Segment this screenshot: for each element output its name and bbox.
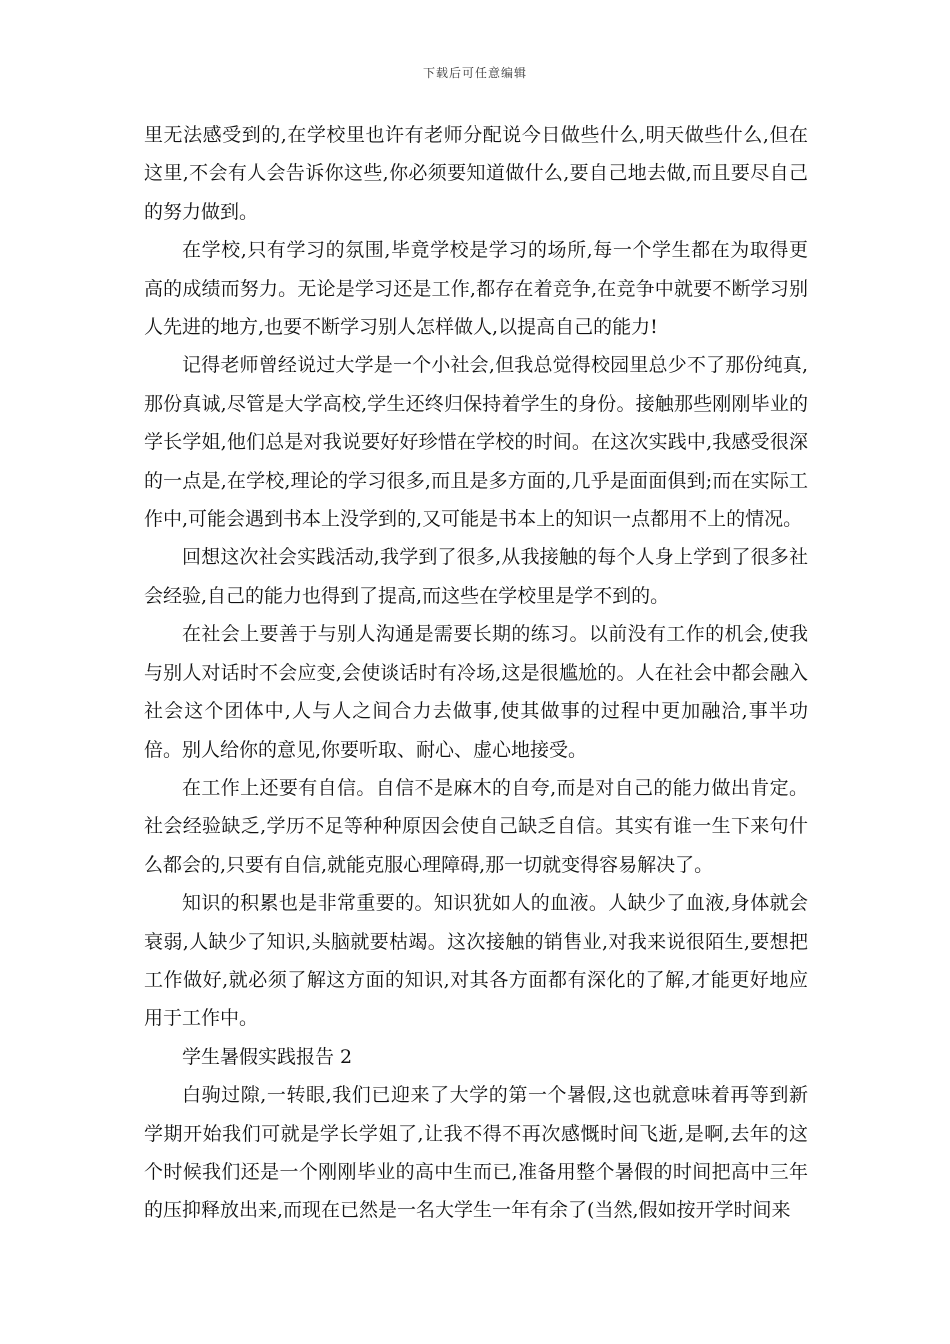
paragraph: 在学校,只有学习的氛围,毕竟学校是学习的场所,每一个学生都在为取得更高的成绩而努力。无论是学习还是工作,都存在着竞争,在竞争中就要不断学习别人先进的地方,也要不断学习别人怎样做人,以提高自己的能力!	[144, 239, 808, 339]
paragraph: 在工作上还要有自信。自信不是麻木的自夸,而是对自己的能力做出肯定。社会经验缺乏,学历不足等种种原因会使自己缺乏自信。其实有谁一生下来句什么都会的,只要有自信,就能克服心理障碍,那一切就变得容易解决了。	[144, 776, 808, 876]
paragraph-continued: 里无法感受到的,在学校里也许有老师分配说今日做些什么,明天做些什么,但在这里,不会有人会告诉你这些,你必须要知道做什么,要自己地去做,而且要尽自己的努力做到。	[144, 124, 808, 223]
page-header-note: 下载后可任意编辑	[422, 66, 527, 80]
section-title: 学生暑假实践报告 2	[182, 1045, 353, 1068]
paragraph: 白驹过隙,一转眼,我们已迎来了大学的第一个暑假,这也就意味着再等到新学期开始我们可就是学长学姐了,让我不得不再次感慨时间飞逝,是啊,去年的这个时候我们还是一个刚刚毕业的高中生而已,准备用整个暑假的时间把高中三年的压抑释放出来,而现在已然是一名大学生一年有余了(当然,假如按开学时间来	[144, 1084, 808, 1222]
paragraph: 在社会上要善于与别人沟通是需要长期的练习。以前没有工作的机会,使我与别人对话时不会应变,会使谈话时有冷场,这是很尴尬的。人在社会中都会融入社会这个团体中,人与人之间合力去做事,使其做事的过程中更加融洽,事半功倍。别人给你的意见,你要听取、耐心、虚心地接受。	[144, 623, 808, 761]
paragraph: 记得老师曾经说过大学是一个小社会,但我总觉得校园里总少不了那份纯真,那份真诚,尽管是大学高校,学生还终归保持着学生的身份。接触那些刚刚毕业的学长学姐,他们总是对我说要好好珍惜在学校的时间。在这次实践中,我感受很深的一点是,在学校,理论的学习很多,而且是多方面的,几乎是面面俱到;而在实际工作中,可能会遇到书本上没学到的,又可能是书本上的知识一点都用不上的情况。	[144, 354, 808, 531]
document-body	[144, 116, 808, 1230]
paragraph: 回想这次社会实践活动,我学到了很多,从我接触的每个人身上学到了很多社会经验,自己的能力也得到了提高,而这些在学校里是学不到的。	[144, 546, 808, 607]
paragraph: 知识的积累也是非常重要的。知识犹如人的血液。人缺少了血液,身体就会衰弱,人缺少了知识,头脑就要枯竭。这次接触的销售业,对我来说很陌生,要想把工作做好,就必须了解这方面的知识,对其各方面都有深化的了解,才能更好地应用于工作中。	[144, 892, 808, 1030]
